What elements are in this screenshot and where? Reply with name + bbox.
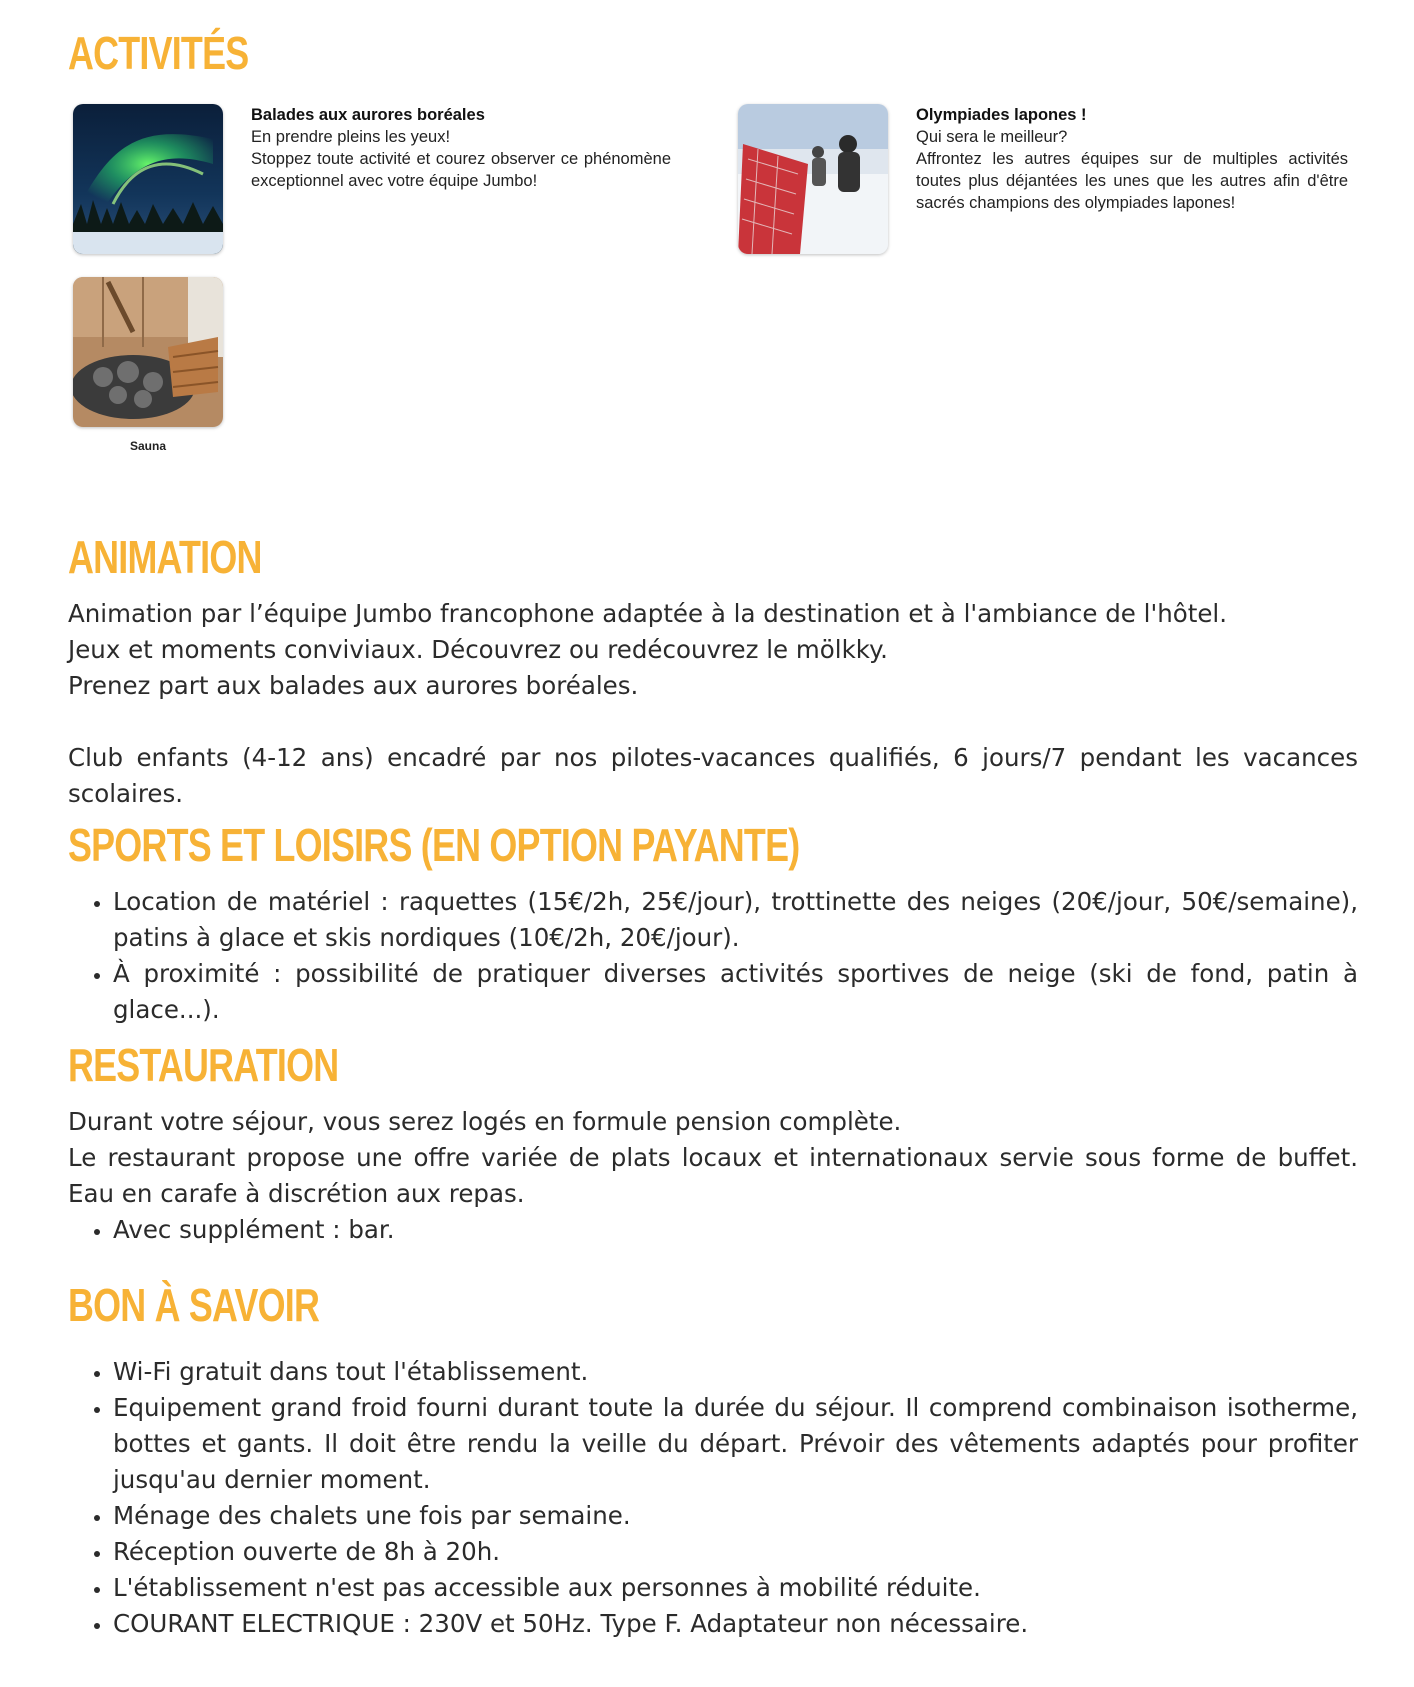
aurora-photo xyxy=(73,104,223,254)
animation-paragraph-3: Prenez part aux balades aux aurores boréales. xyxy=(68,671,639,700)
list-item: • Ménage des chalets une fois par semaine. xyxy=(113,1498,1358,1534)
sauna-photo xyxy=(73,277,223,427)
list-item: • Location de matériel : raquettes (15€/2h, 25€/jour), trottinette des neiges (20€/jour, 50€/semaine), patins à glace et skis nordiques (10€/2h, 20€/jour). xyxy=(113,884,1358,956)
document-page xyxy=(68,0,1358,1642)
list-item: • COURANT ELECTRIQUE : 230V et 50Hz. Type F. Adaptateur non nécessaire. xyxy=(113,1606,1358,1642)
section-title-sports: SPORTS ET LOISIRS (EN OPTION PAYANTE) xyxy=(68,819,800,871)
bon-a-savoir-list xyxy=(68,1354,1358,1642)
sports-list xyxy=(68,884,1358,1028)
animation-paragraph-2: Jeux et moments conviviaux. Découvrez ou redécouvrez le mölkky. xyxy=(68,635,888,664)
aurora-title: Balades aux aurores boréales xyxy=(251,106,485,124)
list-item: • L'établissement n'est pas accessible aux personnes à mobilité réduite. xyxy=(113,1570,1358,1606)
list-item: • À proximité : possibilité de pratiquer diverses activités sportives de neige (ski de fond, patin à glace...). xyxy=(113,956,1358,1028)
list-item: • Wi-Fi gratuit dans tout l'établissement. xyxy=(113,1354,1358,1390)
aurora-text xyxy=(251,104,671,192)
section-title-animation: ANIMATION xyxy=(68,531,262,583)
restauration-paragraph-1: Durant votre séjour, vous serez logés en formule pension complète. xyxy=(68,1107,902,1136)
olympiades-subtitle: Qui sera le meilleur? xyxy=(916,128,1068,146)
restauration-list xyxy=(68,1212,1358,1248)
section-title-bon-a-savoir: BON À SAVOIR xyxy=(68,1279,320,1331)
sauna-caption: Sauna xyxy=(129,439,166,453)
section-title-restauration: RESTAURATION xyxy=(68,1039,339,1091)
olympiades-photo xyxy=(738,104,888,254)
section-title-activites: ACTIVITÉS xyxy=(68,27,249,79)
list-item: • Equipement grand froid fourni durant toute la durée du séjour. Il comprend combinaison isotherme, bottes et gants. Il doit être rendu la veille du départ. Prévoir des vêtements adaptés pour profiter jusqu'au dernier moment. xyxy=(113,1390,1358,1498)
animation-paragraph-1: Animation par l’équipe Jumbo francophone adaptée à la destination et à l'ambiance de l'hôtel. xyxy=(68,599,1228,628)
animation-paragraph-4: Club enfants (4-12 ans) encadré par nos pilotes-vacances qualifiés, 6 jours/7 pendant les vacances scolaires. xyxy=(68,743,1358,808)
olympiades-description: Affrontez les autres équipes sur de multiples activités toutes plus déjantées les unes que les autres afin d'être sacrés champions des olympiades lapones! xyxy=(916,150,1348,212)
restauration-paragraph-2: Le restaurant propose une offre variée de plats locaux et internationaux servie sous forme de buffet. Eau en carafe à discrétion aux repas. xyxy=(68,1143,1358,1208)
list-item: • Avec supplément : bar. xyxy=(113,1212,1358,1248)
olympiades-title: Olympiades lapones ! xyxy=(916,106,1087,124)
activities-grid xyxy=(68,80,1358,500)
list-item: • Réception ouverte de 8h à 20h. xyxy=(113,1534,1358,1570)
aurora-description: Stoppez toute activité et courez observer ce phénomène exceptionnel avec votre équipe Jumbo! xyxy=(251,150,671,190)
olympiades-text xyxy=(916,104,1348,214)
aurora-subtitle: En prendre pleins les yeux! xyxy=(251,128,451,146)
